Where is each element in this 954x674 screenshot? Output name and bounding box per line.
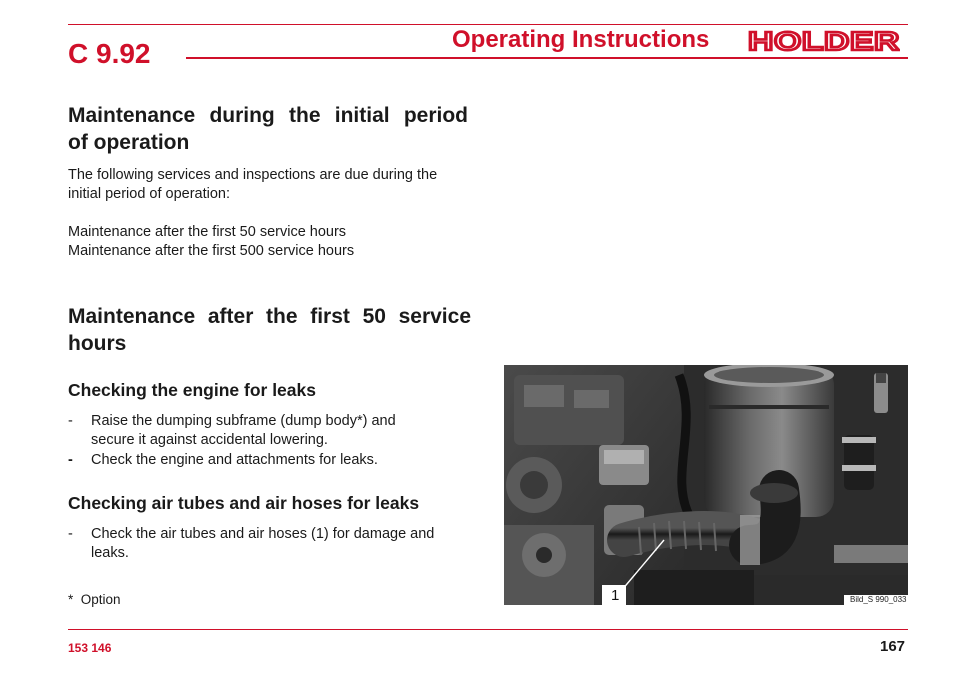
- list-marker: -: [68, 526, 73, 542]
- callout-label-1: 1: [611, 587, 620, 604]
- list-item: [68, 412, 488, 450]
- section2-heading: [68, 303, 471, 357]
- engine-illustration: [504, 365, 908, 605]
- image-reference: Bild_S 990_033: [850, 595, 907, 604]
- list-item-text: [91, 525, 434, 563]
- list-item: Maintenance after the first 50 service hours: [68, 224, 347, 240]
- header-top-rule: [68, 24, 908, 25]
- section1-intro-line2: initial period of operation:: [68, 186, 231, 202]
- list-item-text: [91, 412, 396, 450]
- section2-heading-line1: Maintenance after the first 50 service: [68, 305, 471, 328]
- footnote: * Option: [68, 592, 121, 607]
- section1-list: [68, 223, 488, 261]
- footer-rule: [68, 629, 908, 630]
- list-item-line1: Check the engine and attachments for leaks.: [91, 452, 378, 468]
- subsection-engine-leaks-list: [68, 412, 488, 471]
- document-number: 153 146: [68, 641, 112, 655]
- holder-logo-text: HOLDER: [748, 29, 900, 53]
- section1-heading-line1: Maintenance during the initial period: [68, 104, 468, 127]
- subsection-air-hoses-heading: Checking air tubes and air hoses for leaks: [68, 493, 420, 513]
- holder-logo: [748, 29, 900, 58]
- list-marker: -: [68, 452, 73, 468]
- page-title: Operating Instructions: [452, 26, 710, 53]
- section2-heading-line2: hours: [68, 332, 127, 355]
- subsection-air-hoses-list: [68, 525, 488, 564]
- list-item-line1: Check the air tubes and air hoses (1) for damage and: [91, 526, 435, 542]
- list-item-line2: leaks.: [91, 545, 129, 561]
- model-number: C 9.92: [68, 38, 151, 69]
- section1-heading-line2: of operation: [68, 131, 190, 154]
- list-item-line1: Raise the dumping subframe (dump body*) and: [91, 413, 396, 429]
- list-item-line2: secure it against accidental lowering.: [91, 432, 328, 448]
- list-marker: -: [68, 413, 73, 429]
- section1-intro: [68, 166, 488, 204]
- list-item: [68, 525, 488, 563]
- section1-heading: [68, 102, 468, 156]
- engine-photo: [504, 365, 908, 605]
- list-item: [68, 451, 488, 470]
- subsection-engine-leaks-heading: Checking the engine for leaks: [68, 380, 316, 400]
- page-number: 167: [880, 638, 906, 655]
- section1-intro-line1: The following services and inspections are due during the: [68, 167, 438, 183]
- list-item: Maintenance after the first 500 service hours: [68, 243, 355, 259]
